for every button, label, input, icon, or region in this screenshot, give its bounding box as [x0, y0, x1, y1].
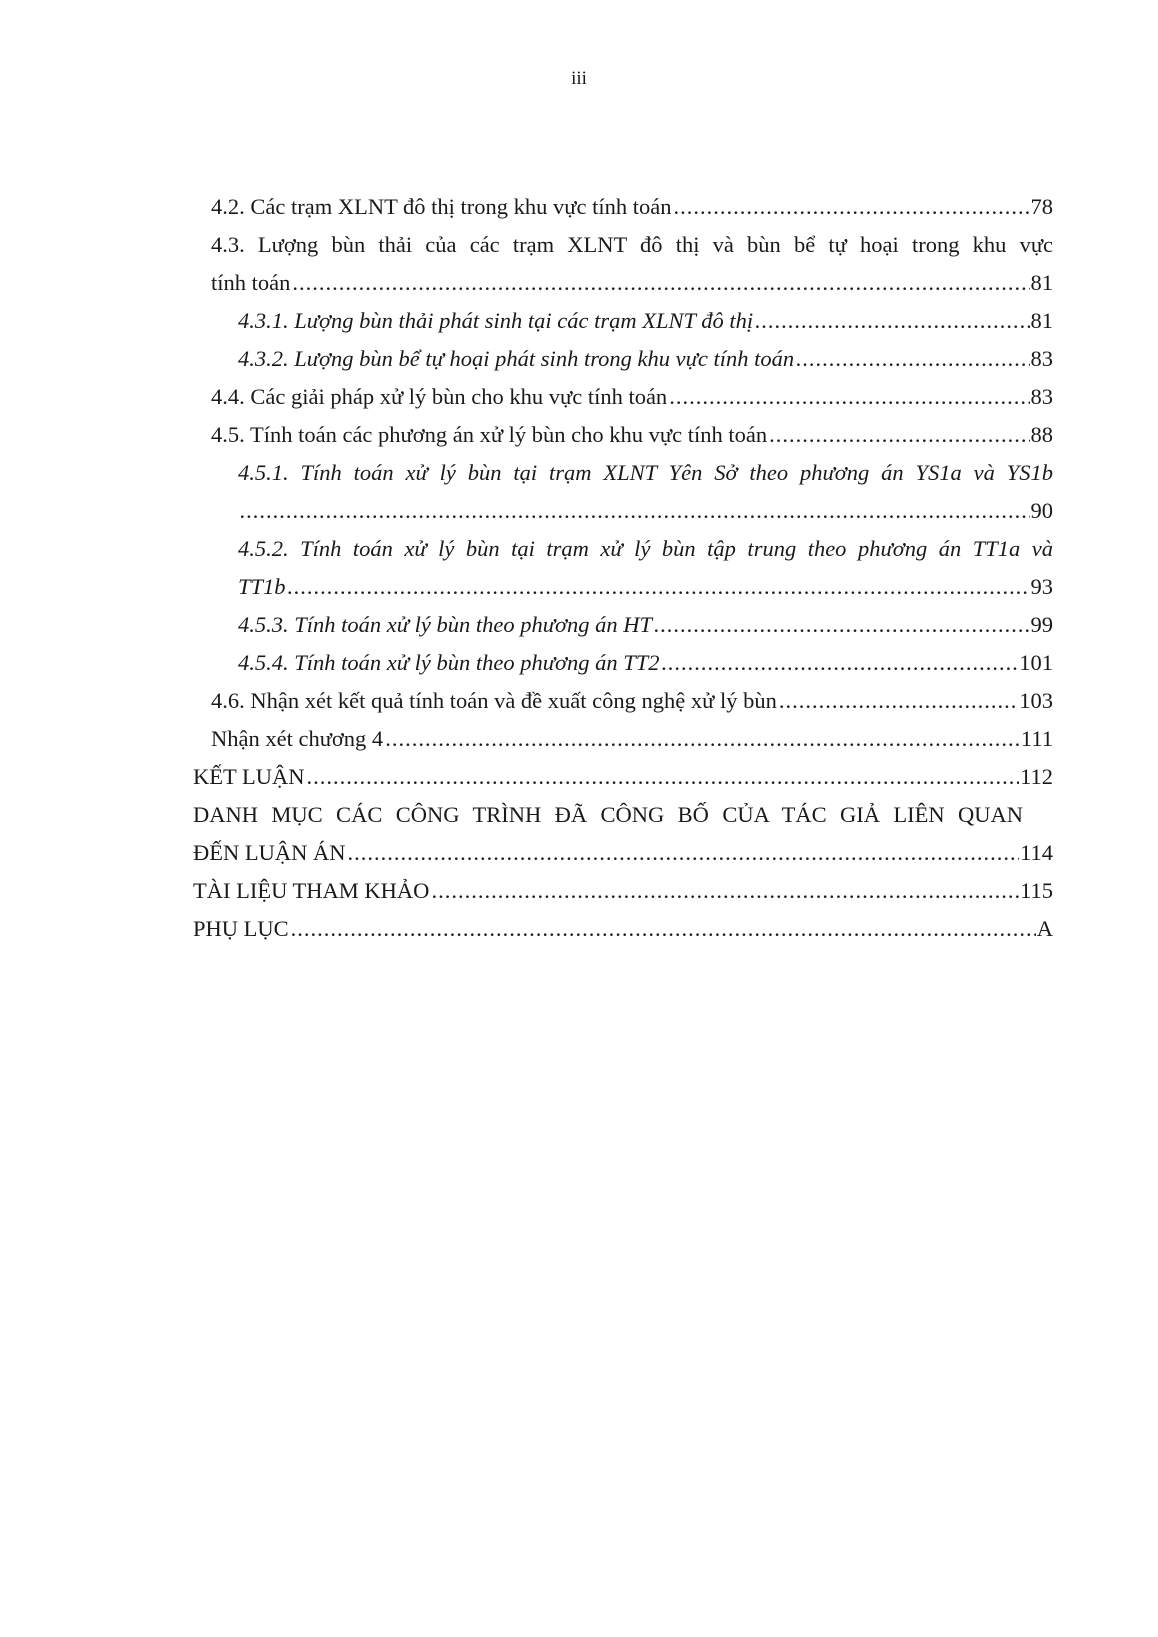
toc-entry[interactable]	[0, 264, 1158, 302]
toc-entry-page: 88	[1030, 422, 1053, 447]
toc-entry-label: TT1b	[238, 574, 286, 599]
toc-entry-page: 90	[1030, 498, 1053, 523]
table-of-contents	[0, 188, 1158, 948]
toc-entry-line1[interactable]	[0, 796, 1158, 834]
toc-entry[interactable]	[0, 682, 1158, 720]
dot-leader	[240, 492, 1030, 530]
toc-entry[interactable]	[0, 910, 1158, 948]
toc-entry-label: PHỤ LỤC	[193, 916, 289, 941]
toc-entry-page: 93	[1030, 574, 1053, 599]
toc-entry-page: 78	[1030, 194, 1053, 219]
toc-entry-label: ĐẾN LUẬN ÁN	[193, 840, 346, 865]
toc-entry[interactable]	[0, 758, 1158, 796]
toc-entry[interactable]	[0, 492, 1158, 530]
toc-entry-label: 4.5.2. Tính toán xử lý bùn tại trạm xử lý bùn tập trung theo phương án TT1a và	[238, 536, 1053, 561]
toc-entry-line1[interactable]	[0, 530, 1158, 568]
toc-entry-label: 4.3.1. Lượng bùn thải phát sinh tại các trạm XLNT đô thị	[238, 308, 754, 333]
dot-leader	[347, 834, 1019, 872]
dot-leader	[796, 340, 1029, 378]
toc-entry-page: 111	[1020, 726, 1053, 751]
toc-entry-page: 103	[1019, 688, 1053, 713]
toc-entry[interactable]	[0, 720, 1158, 758]
toc-entry-label: 4.6. Nhận xét kết quả tính toán và đề xuất công nghệ xử lý bùn	[211, 688, 777, 713]
toc-entry[interactable]	[0, 302, 1158, 340]
toc-entry-label: 4.5.1. Tính toán xử lý bùn tại trạm XLNT Yên Sở theo phương án YS1a và YS1b	[238, 460, 1053, 485]
toc-entry[interactable]	[0, 416, 1158, 454]
toc-entry[interactable]	[0, 568, 1158, 606]
toc-entry-page: 83	[1030, 346, 1053, 371]
toc-entry-page: 115	[1020, 878, 1053, 903]
dot-leader	[431, 872, 1019, 910]
toc-entry-page: 81	[1030, 308, 1053, 333]
toc-entry[interactable]	[0, 188, 1158, 226]
toc-entry-label: Nhận xét chương 4	[211, 726, 384, 751]
toc-entry-page: 112	[1020, 764, 1053, 789]
dot-leader	[755, 302, 1029, 340]
dot-leader	[292, 264, 1029, 302]
toc-entry-label: 4.5. Tính toán các phương án xử lý bùn cho khu vực tính toán	[211, 422, 768, 447]
toc-entry-label: 4.2. Các trạm XLNT đô thị trong khu vực tính toán	[211, 194, 672, 219]
dot-leader	[306, 758, 1019, 796]
toc-entry[interactable]	[0, 378, 1158, 416]
toc-entry[interactable]	[0, 644, 1158, 682]
toc-entry[interactable]	[0, 872, 1158, 910]
toc-entry[interactable]	[0, 606, 1158, 644]
toc-entry-page: 81	[1030, 270, 1053, 295]
toc-entry-page: 114	[1020, 840, 1053, 865]
toc-entry-page: 83	[1030, 384, 1053, 409]
toc-entry-line1[interactable]	[0, 226, 1158, 264]
dot-leader	[385, 720, 1020, 758]
dot-leader	[673, 188, 1029, 226]
toc-entry-label: 4.5.3. Tính toán xử lý bùn theo phương án HT	[238, 612, 653, 637]
toc-entry-label: 4.3.2. Lượng bùn bể tự hoại phát sinh trong khu vực tính toán	[238, 346, 795, 371]
dot-leader	[288, 568, 1030, 606]
toc-entry-page: 99	[1030, 612, 1053, 637]
toc-entry-label: TÀI LIỆU THAM KHẢO	[193, 878, 430, 903]
dot-leader	[654, 606, 1029, 644]
dot-leader	[769, 416, 1029, 454]
dot-leader	[662, 644, 1019, 682]
toc-entry-page: 101	[1019, 650, 1053, 675]
dot-leader	[291, 910, 1036, 948]
toc-entry-label: KẾT LUẬN	[193, 764, 305, 789]
dot-leader	[669, 378, 1029, 416]
dot-leader	[779, 682, 1018, 720]
toc-entry-label: DANH MỤC CÁC CÔNG TRÌNH ĐÃ CÔNG BỐ CỦA TÁC GIẢ LIÊN QUAN	[193, 802, 1023, 827]
toc-entry-label: 4.5.4. Tính toán xử lý bùn theo phương án TT2	[238, 650, 660, 675]
toc-entry-label: tính toán	[211, 270, 291, 295]
toc-entry-label: 4.3. Lượng bùn thải của các trạm XLNT đô thị và bùn bể tự hoại trong khu vực	[211, 232, 1053, 257]
toc-entry[interactable]	[0, 834, 1158, 872]
toc-entry-page: A	[1036, 916, 1053, 941]
page-number: iii	[571, 68, 587, 89]
toc-entry-label: 4.4. Các giải pháp xử lý bùn cho khu vực tính toán	[211, 384, 668, 409]
toc-entry[interactable]	[0, 340, 1158, 378]
toc-entry-line1[interactable]	[0, 454, 1158, 492]
